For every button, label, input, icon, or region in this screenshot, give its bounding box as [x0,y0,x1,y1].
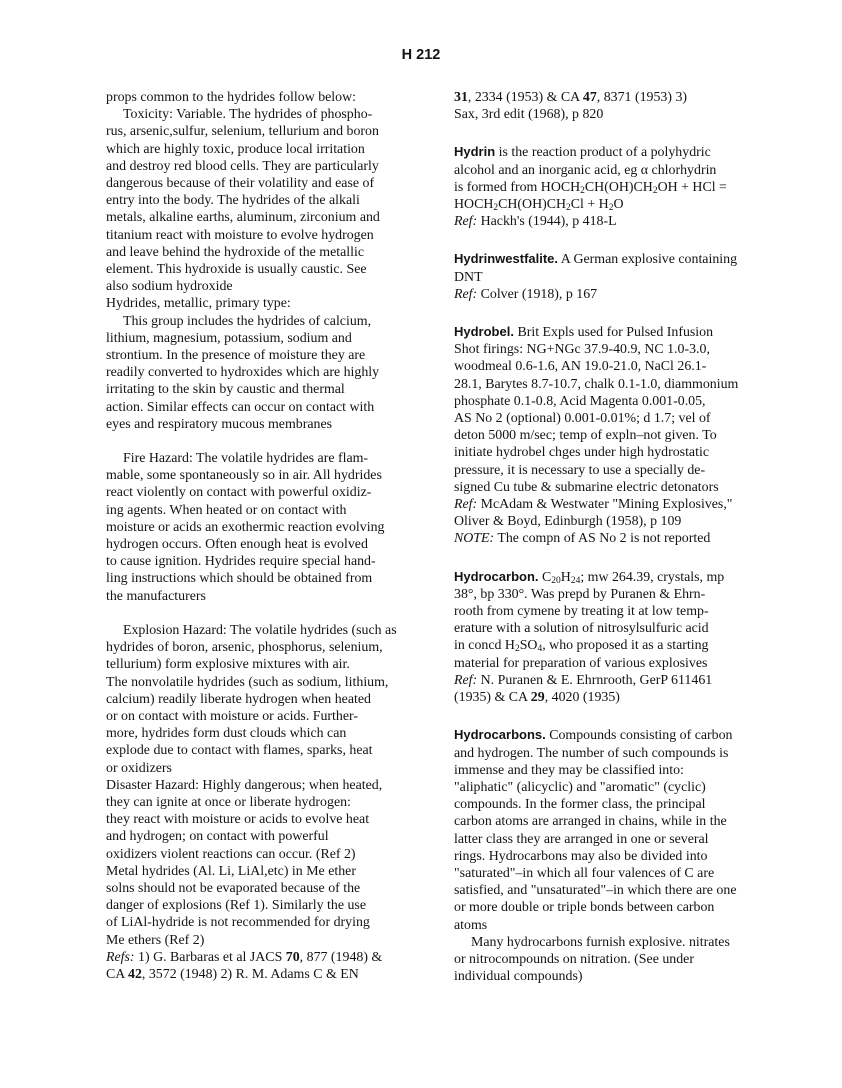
text-line: of LiAl-hydride is not recommended for drying [106,915,370,931]
entry-headword: Hydrocarbon. [454,568,539,584]
text-line: element. This hydroxide is usually caustic. See [106,262,367,278]
text-line: and leave behind the hydroxide of the metallic [106,244,365,260]
right-column [454,89,786,985]
text-line: more, hydrides form dust clouds which can [106,726,347,742]
text-line: dangerous because of their volatility and ease of [106,176,375,192]
text-line: also sodium hydroxide [106,279,233,295]
text-line: Disaster Hazard: Highly dangerous; when heated, [106,777,383,793]
text-line: ling instructions which should be obtained from [106,571,373,587]
text-line: explode due to contact with flames, sparks, heat [106,743,373,759]
paragraph-gap [106,605,436,622]
text-line: react violently on contact with powerful oxidiz- [106,485,372,501]
text-line: Metal hydrides (Al. Li, LiAl,etc) in Me ether [106,863,356,879]
text-line: metals, alkaline earths, aluminum, zirconium and [106,210,380,226]
entry-headword: Hydrinwestfalite. [454,251,559,267]
text-line: strontium. In the presence of moisture they are [106,348,366,364]
text-line: or oxidizers [106,760,172,776]
text-line: they react with moisture or acids to evolve heat [106,812,370,828]
text-line: and destroy red blood cells. They are particularly [106,158,379,174]
text-line: danger of explosions (Ref 1). Similarly the use [106,898,367,914]
text-line: Toxicity: Variable. The hydrides of phospho- [123,107,373,123]
text-line: which are highly toxic, produce local irritation [106,141,365,157]
text-line: mable, some spontaneously so in air. All hydrides [106,468,382,484]
text-line: Hydrides, metallic, primary type: [106,296,291,312]
entry-hydrin: Hydrin is the reaction product of a polyhydric alcohol and an inorganic acid, eg α chlorhydrin is formed from $HOCH_2CH(OH)CH_2OH$ + HCl = $HOCH_2CH(OH)CH_2Cl + H_2O$ Ref: Hackh's (1944), p 418-L [454,144,727,230]
text-line: and hydrogen; on contact with powerful [106,829,329,845]
paragraph-gap [106,433,436,450]
text-line: to cause ignition. Hydrides require special hand- [106,554,376,570]
entry-headword: Hydrocarbons. [454,727,546,743]
continued-reference-line: 31, 2334 (1953) & CA 47, 8371 (1953) 3) [454,90,688,105]
page-number: H 212 [401,47,441,63]
text-line: action. Similar effects can occur on contact with [106,399,375,415]
text-line: Me ethers (Ref 2) [106,932,205,948]
entry-hydrobel: Hydrobel. Brit Expls used for Pulsed Infusion Shot firings: NG+NGc 37.9-40.9, NC 1.0-3.0, woodmeal 0.6-1.6, AN 19.0-21.0, NaCl 26.1- 28.1, Barytes 8.7-10.7, chalk 0.1-1.0, diammonium phosphate 0.1-0.8, Acid Magenta 0.001-0.05, AS No 2 (optional) 0.001-0.01%; d 1.7; vel of deton 5000 m/sec; temp of expln–not given. To initiate hydrobel chges under high hydrostatic pressure, it is necessary to use a specially de- signed Cu tube & submarine electric detonators Ref: McAdam & Westwater "Mining Explosives," Oliver & Boyd, Edinburgh (1958), p 109 NOTE: The compn of AS No 2 is not reported [454,324,739,547]
text-line: or on contact with moisture or acids. Further- [106,708,359,724]
left-column [106,89,436,983]
text-line: moisture or acids an exothermic reaction evolving [106,519,385,535]
entry-hydrinwestfalite: Hydrinwestfalite. A German explosive containing DNT Ref: Colver (1918), p 167 [454,251,738,302]
text-line: rus, arsenic,sulfur, selenium, tellurium and boron [106,124,379,140]
text-line: tellurium) form explosive mixtures with air. [106,657,350,673]
entry-headword: Hydrin [454,144,496,160]
text-line: oxidizers violent reactions can occur. (Ref 2) [106,846,356,862]
text-line: entry into the body. The hydrides of the alkali [106,193,360,209]
entry-hydrocarbon: Hydrocarbon. $C_{20}H_{24}$; mw 264.39, crystals, mp 38°, bp 330°. Was prepd by Puranen & Ehrn- rooth from cymene by treating it at low temp- erature with a solution of nitrosylsulfuric acid in concd $H_2SO_4$, who proposed it as a starting material for preparation of various explosives Ref: N. Puranen & E. Ehrnrooth, GerP 611461 (1935) & CA 29, 4020 (1935) [454,568,725,706]
text-line: Fire Hazard: The volatile hydrides are flam- [123,451,369,467]
text-line: eyes and respiratory mucous membranes [106,416,333,432]
text-line: titanium react with moisture to evolve hydrogen [106,227,374,243]
left-text-lines [106,89,436,949]
text-line: solns should not be evaporated because of the [106,880,361,896]
text-line: they can ignite at once or liberate hydrogen: [106,794,351,810]
references-line: Refs: 1) G. Barbaras et al JACS 70, 877 (1948) & [106,949,383,965]
text-line: hydrides of boron, arsenic, phosphorus, selenium, [106,640,383,656]
entry-headword: Hydrobel. [454,324,514,340]
text-line: lithium, magnesium, potassium, sodium and [106,330,352,346]
text-line: the manufacturers [106,588,206,604]
text-line: hydrogen occurs. Often enough heat is evolved [106,537,368,553]
text-line: calcium) readily liberate hydrogen when heated [106,691,371,707]
references-line: CA 42, 3572 (1948) 2) R. M. Adams C & EN [106,966,359,982]
text-line: This group includes the hydrides of calcium, [123,313,372,329]
text-line: irritating to the skin by caustic and thermal [106,382,345,398]
text-line: Explosion Hazard: The volatile hydrides (such as [123,622,397,638]
text-line: props common to the hydrides follow below: [106,90,356,105]
text-line: readily converted to hydroxides which are highly [106,365,380,381]
text-line: ing agents. When heated or on contact with [106,502,347,518]
text-line: The nonvolatile hydrides (such as sodium, lithium, [106,674,389,690]
continued-reference-line: Sax, 3rd edit (1968), p 820 [454,107,604,123]
entry-hydrocarbons: Hydrocarbons. Compounds consisting of carbon and hydrogen. The number of such compounds is immense and they may be classified into: "aliphatic" (alicyclic) and "aromatic" (cyclic) compounds. In the former class, the principal carbon atoms are arranged in chains, while in the latter class they are arranged in one or several rings. Hydrocarbons may also be divided into "saturated"–in which all four valences of C are satisfied, and "unsaturated"–in which there are one or more double or triple bonds between carbon atoms Many hydrocarbons furnish explosive. nitrates or nitrocompounds on nitration. (See under individual compounds) [454,727,737,985]
